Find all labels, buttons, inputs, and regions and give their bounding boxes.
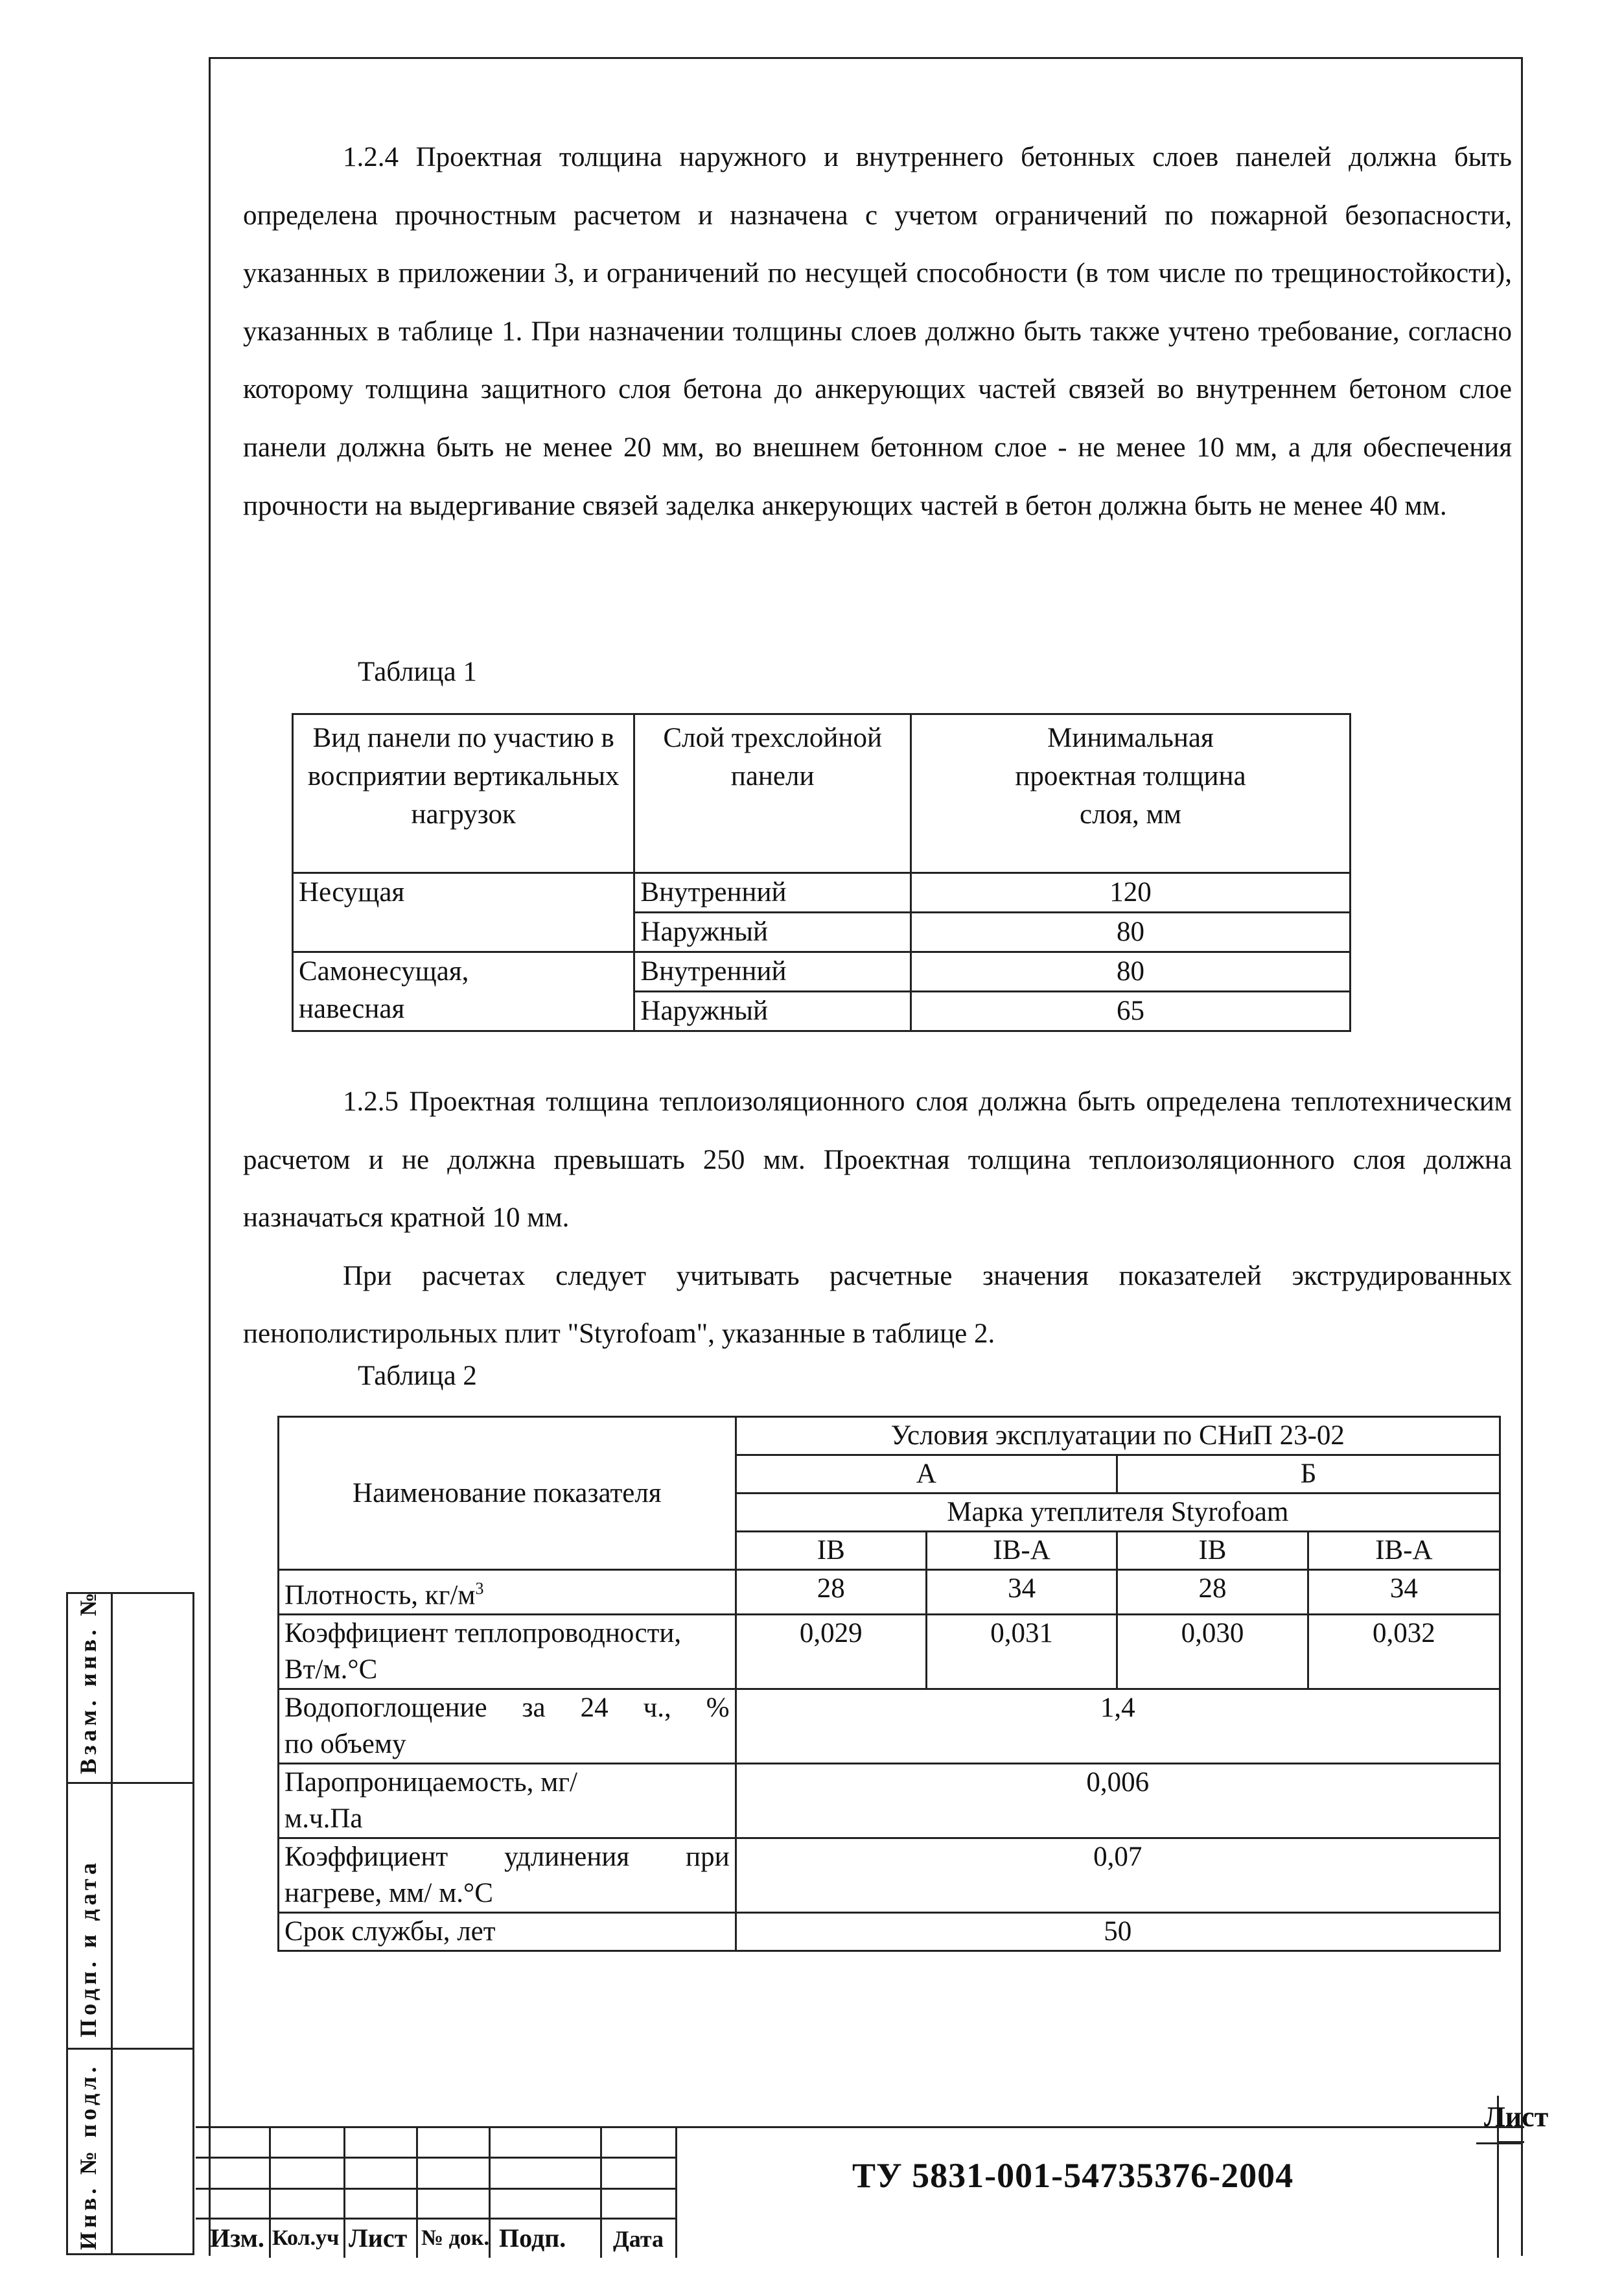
table2-brand: IB — [736, 1532, 926, 1570]
table1-layer: Наружный — [634, 992, 911, 1031]
table1-layer: Внутренний — [634, 952, 911, 992]
table2-service-value: 50 — [736, 1913, 1500, 1951]
table1 — [292, 713, 1351, 1032]
stamp-inv: Инв. № подл. — [75, 2063, 101, 2250]
table2-name-header: Наименование показателя — [279, 1417, 736, 1570]
table-row — [279, 1764, 1500, 1838]
table2-caption: Таблица 2 — [358, 1361, 477, 1391]
tb-ndok: № док. — [421, 2226, 489, 2250]
tb-kol: Кол.уч — [272, 2226, 340, 2250]
table1-panel-bearing: Несущая — [293, 873, 634, 952]
table-row — [279, 1689, 1500, 1764]
stamp-vzam: Взам. инв. № — [75, 1588, 101, 1774]
table1-panel-selfbearing: Самонесущая, навесная — [293, 952, 634, 1031]
paragraph-1-2-5: 1.2.5 Проектная толщина теплоизоляционного слоя должна быть определена теплотехническим расчетом и не должна превышать 250 мм. Проектная толщина теплоизоляционного слоя должна назначаться кратной 10 мм. При расчетах следует учитывать расчетные значения показателей экструдированных пенополистирольных плит "Styrofoam", указанные в таблице 2. — [243, 1086, 1512, 1350]
table1-value: 120 — [911, 873, 1350, 913]
table-row — [293, 873, 1351, 913]
table2-cell: 34 — [1308, 1570, 1500, 1615]
table2-cell: 0,031 — [926, 1615, 1117, 1689]
table1-header-row — [293, 714, 1351, 873]
table1-caption: Таблица 1 — [358, 657, 477, 687]
margin-stamp — [66, 1588, 194, 2255]
table2-expansion-label: Коэффициент удлинения при нагреве, мм/ м.°С — [279, 1838, 736, 1913]
tb-izm: Изм. — [210, 2223, 264, 2253]
tb-data: Дата — [613, 2226, 664, 2252]
table2-cell: 0,032 — [1308, 1615, 1500, 1689]
table2-cond-a: А — [736, 1455, 1117, 1494]
table1-header-thickness: Минимальная проектная толщина слоя, мм — [911, 714, 1350, 873]
table2-absorption-label: Водопоглощение за 24 ч., % по объему — [279, 1689, 736, 1764]
table1-value: 65 — [911, 992, 1350, 1031]
table1-header-layer: Слой трехслойной панели — [634, 714, 911, 873]
table1-header-panel: Вид панели по участию в восприятии вертикальных нагрузок — [293, 714, 634, 873]
table1-layer: Наружный — [634, 913, 911, 952]
table2-permeability-label: Паропроницаемость, мг/м.ч.Па — [279, 1764, 736, 1838]
table-row — [279, 1838, 1500, 1913]
table1-value: 80 — [911, 913, 1350, 952]
table2-expansion-value: 0,07 — [736, 1838, 1500, 1913]
table2-cell: 34 — [926, 1570, 1117, 1615]
tb-podp: Подп. — [499, 2223, 566, 2253]
table2-brand: IB-A — [1308, 1532, 1500, 1570]
table-row — [279, 1913, 1500, 1951]
table2-density-label: Плотность, $кг/м^3$ — [279, 1570, 736, 1615]
table2-brand: IB — [1117, 1532, 1308, 1570]
tb-list: Лист — [349, 2223, 408, 2253]
table2-cell: 28 — [736, 1570, 926, 1615]
table1-value: 80 — [911, 952, 1350, 992]
table2-cell: 0,029 — [736, 1615, 926, 1689]
table1-layer: Внутренний — [634, 873, 911, 913]
table2-brand: IB-A — [926, 1532, 1117, 1570]
table2-cell: 0,030 — [1117, 1615, 1308, 1689]
sheet-label: Лист — [1484, 2101, 1549, 2133]
stamp-podp: Подп. и дата — [75, 1858, 101, 2037]
table2-conditions-header: Условия эксплуатации по СНиП 23-02 — [736, 1417, 1500, 1455]
table2-conductivity-label: Коэффициент теплопроводности, Вт/м.°С — [279, 1615, 736, 1689]
table2-cell: 28 — [1117, 1570, 1308, 1615]
table2-brand-header: Марка утеплителя Styrofoam — [736, 1494, 1500, 1532]
document-code: ТУ 5831-001-54735376-2004 — [852, 2156, 1294, 2195]
table-row — [279, 1615, 1500, 1689]
table2-permeability-value: 0,006 — [736, 1764, 1500, 1838]
table2-header-row — [279, 1417, 1500, 1455]
table2-cond-b: Б — [1117, 1455, 1500, 1494]
table-row — [293, 952, 1351, 992]
paragraph-1-2-4: 1.2.4 Проектная толщина наружного и внутреннего бетонных слоев панелей должна быть определена прочностным расчетом и назначена с учетом ограничений по пожарной безопасности, указанных в приложении 3, и ограничений по несущей способности (в том числе по трещиностойкости), указанных в таблице 1. При назначении толщины слоев должно быть также учтено требование, согласно которому толщина защитного слоя бетона до анкерующих частей связей во внутреннем бетоном слое панели должна быть не менее 20 мм, во внешнем бетонном слое - не менее 10 мм, а для обеспечения прочности на выдергивание связей заделка анкерующих частей в бетон должна быть не менее 40 мм. — [243, 142, 1512, 521]
table2-service-label: Срок службы, лет — [279, 1913, 736, 1951]
table2-absorption-value: 1,4 — [736, 1689, 1500, 1764]
table-row — [279, 1570, 1500, 1615]
table2 — [277, 1416, 1501, 1952]
